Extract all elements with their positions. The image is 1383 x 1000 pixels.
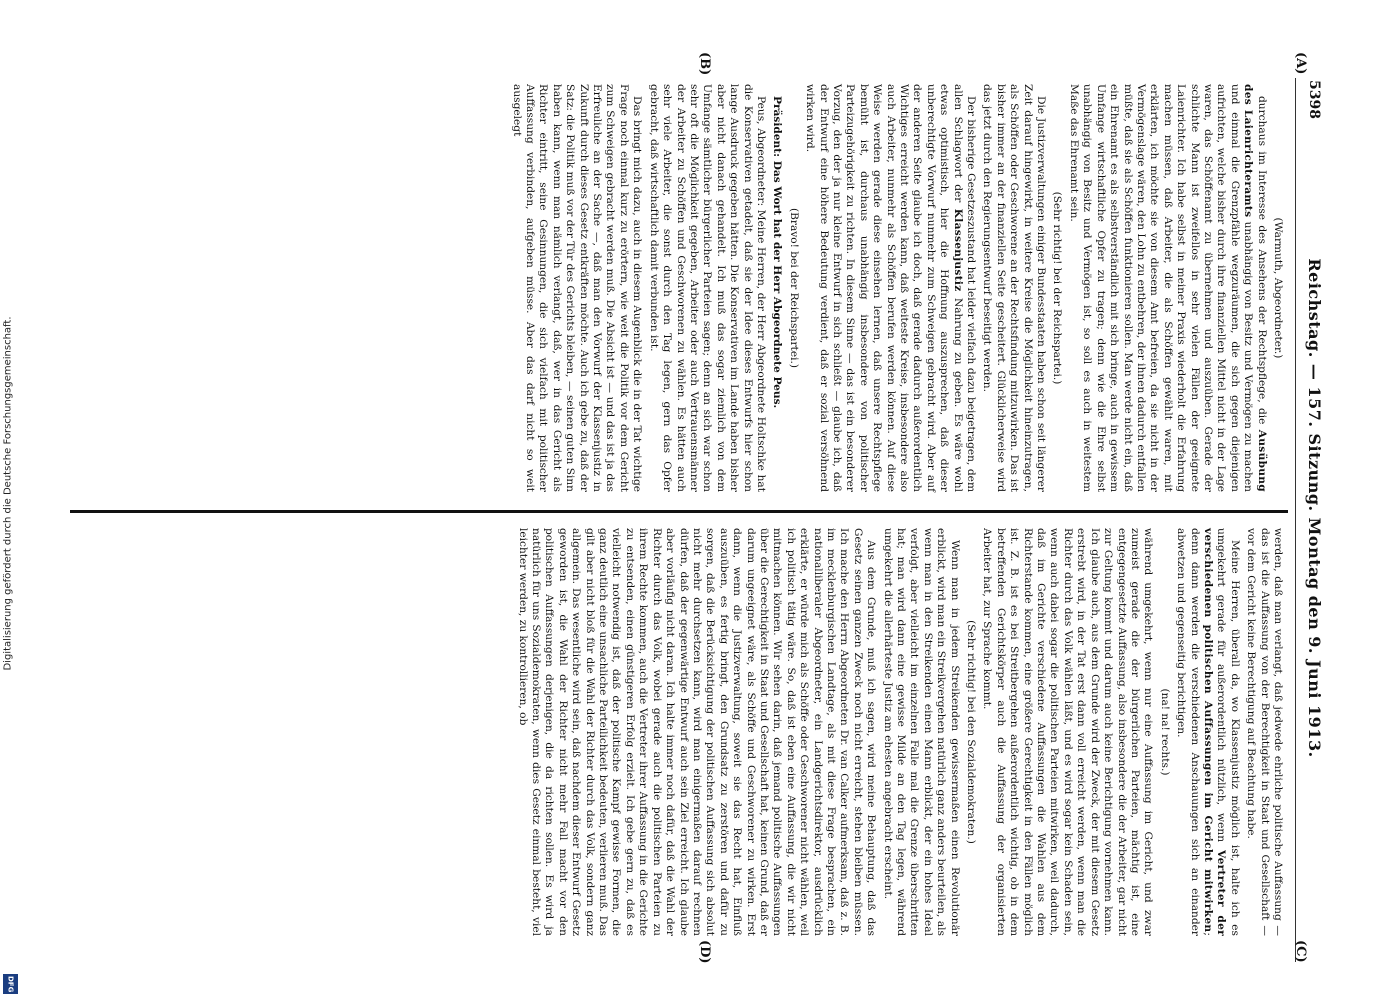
- paragraph: Die Justizverwaltungen einiger Bundesstaaten haben schon seit längerer Zeit darauf hingewirkt, in weitere Kreise die Möglichkeit hineinzutragen, als Schöffen oder Geschworene an der Rechtsfindung mitzuwirken. Das ist bisher immer an der finanziellen Seite gescheitert. Glücklicherweise wird das jetzt durch den Regierungsentwurf beseitigt werden.: [981, 84, 1048, 492]
- paragraph: Der bisherige Gesetzeszustand hat leider vielfach dazu beigetragen, dem allen Schlagwort der Klassenjustiz Nahrung zu geben. Es wäre wohl etwas optimistisch, hier die Hoffnung auszusprechen, daß dieser unberechtigte Vorwurf nunmehr zum Schweigen gebracht wird. Aber auf der anderen Seite glaube ich doch, daß gerade dadurch außerordentlich Wichtiges erreicht werden kann, daß weiteste Kreise, insbesondere also auch Arbeiter, nunmehr als Schöffen berufen werden können. Auf diese Weise werden gerade diese einsehen lernen, daß unsere Rechtspflege bemüht ist, durchaus unabhängig insbesondere von politischer Parteizugehörigkeit zu richten. In diesem Sinne — das ist ein besonderer Vorzug, den der ja nur kleine Entwurf in sich schließt — glaube ich, daß der Entwurf eine höhere Bedeutung verdient, daß er sozial versöhnend wirken wird.: [804, 84, 978, 492]
- credit-text: Digitalisierung gefördert durch die Deutsche Forschungsgemeinschaft.: [2, 316, 14, 671]
- scanned-sheet: [64, 48, 1328, 968]
- paragraph: durchaus im Interesse des Ansehens der Rechtspflege, die Ausübung des Laienrichteramts unabhängig von Besitz und Vermögen zu machen und einmal die Grenzpfähle wegzuräumen, die sich gegen diejenigen aufrichten, welche bisher durch ihre finanziellen Mittel nicht in der Lage waren, das Schöffenamt zu übernehmen und auszuüben. Gerade der schlichte Mann ist zweifellos in sehr vielen Fällen der geeignete Laienrichter. Ich habe selbst in meiner Praxis wiederholt die Erfahrung machen müssen, daß Arbeiter, die als Schöffen gewählt waren, mit erklärten, ich möchte sie von diesem Amt befreien, da sie nicht in der Vermögenslage wären, den Lohn zu entbehren, der ihnen dadurch entfallen müßte, daß sie als Schöffen funktionieren sollen. Man werde nicht ein, daß ein Ehrenamt es als selbstverständlich mit sich bringe, auch in gewissem Umfange wirtschaftliche Opfer zu tragen; denn wie die Ehre selbst unabhängig von Besitz und Vermögen ist, so soll es auch in weitestem Maße das Ehrenamt sein.: [1067, 84, 1268, 493]
- page-header: [1288, 48, 1328, 968]
- paragraph: werden, daß man verlangt, daß jedwede ehrliche politische Auffassung — das ist die Auffassung von der Berechtigkeit in Staat und Gesellschaft — vor dem Gericht keine Berechtigung auf Beachtung habe.: [1245, 528, 1284, 936]
- digitization-credit: [0, 0, 22, 1000]
- margin-marker-a: (A): [1293, 52, 1308, 75]
- page: [64, 48, 1328, 968]
- paragraph: Wenn man in jedem Streikenden gewissermaßen einen Revolutionär erblickt, wird man ein Streikvergehen natürlich ganz anders beurteilen, als wenn man in den Streikenden einen Mann erblickt, der ein hohes Ideal verfolgt, aber vielleicht im einzelnen Falle mal die Grenze überschritten hat; man wird dann eine gewisse Milde an den Tag legen, während umgekehrt die allerhärteste Justiz am ehesten angebracht erscheint.: [881, 528, 961, 936]
- speaker-heading: (Warmuth, Abgeordneter.): [1272, 217, 1284, 359]
- paragraph: Meine Herren, überall da, wo Klassenjustiz möglich ist, halte ich es umgekehrt gerade für außerordentlich nützlich, wenn Vertreter der verschiedenen politischen Auffassungen im Gericht mitwirken; denn dann werden die verschiedenen Anschauungen sich an einander abwetzen und gegenseitig berichtigen.: [1175, 528, 1241, 936]
- page-number: 5398: [1306, 80, 1322, 119]
- interjection: (na! na! rechts.): [1158, 688, 1171, 776]
- left-column: [506, 84, 1284, 492]
- interjection: (Sehr richtig! bei den Sozialdemokraten.): [965, 620, 978, 844]
- margin-marker-d: (D): [697, 940, 712, 964]
- column-divider: [70, 510, 1288, 513]
- paragraph: Aus dem Grunde, muß ich sagen, wird meine Behauptung, daß das Gesetz seinen ganzen Zweck noch nicht erreicht, stehen bleiben müssen. Ich mache den Herrn Abgeordneten Dr. van Calker aufmerksam, daß z. B. im mecklenburgischen Landtage, als mit diese Frage besprachen, ein nationalliberaler Abgeordneter, ein Landgerichtsdirektor, ausdrücklich erklärte, er würde mich als Schöffe oder Geschworener nicht wählen, weil ich politisch tätig wäre. So, daß ist eben eine Auffassung, die wir nicht mitmachen können. Wir sehen darin, daß jemand politische Auffassungen über die Gerechtigkeit in Staat und Gesellschaft hat, keinen Grund, daß er darum ungeeignet wäre, als Schöffe und Geschworener zu wirken. Erst dann, wenn die Justizverwaltung, soweit sie das Recht hat, Einfluß auszuüben, es fertig bringt, den Grundsatz zu zerstören und dafür zu sorgen, daß die Berücksichtigung der politischen Auffassung sich absolut nicht mehr durchsetzen kann, wird man einigermaßen darauf rechnen dürfen, daß der gegenwärtige Entwurf auch sein Ziel erreicht. Ich glaube aber vorläufig nicht daran. Ich halte immer noch dafür, daß die Wahl der Richter durch das Volk, wobei gerade auch die politischen Parteien zu ihrem Rechte kommen, auch die Vertreter ihrer Auffassung in die Gerichte zu entsenden, einen günstigeren Erfolg erzielt. Ich gebe gern zu, daß es vielleicht notwendig ist, daß der politische Kampf gewisse Formen, die ganz deutlich eine unsachliche Parteilichkeit bedeuten, verlieren muß. Das gilt aber nicht bloß für die Wahl der Richter durch das Volk, sondern ganz allgemein. Das wesentliche wird sein, daß nachdem dieser Entwurf Gesetz geworden ist, die Wahl der Richter nicht mehr Fall macht vor den politischen Auffassungen derjenigen, die da richten sollen. Es wird ja natürlich für uns Sozialdemokraten, wenn dies Gesetz einmal besteht, viel leichter werden, zu kontrollieren, ob: [516, 528, 878, 936]
- header-rule: [1295, 78, 1296, 962]
- margin-marker-c: (C): [1293, 940, 1308, 963]
- emphasis: Vertreter der verschiedenen politischen Auffassungen im Gericht mitwirken: [1201, 528, 1228, 936]
- emphasis: Klassenjustiz: [951, 208, 964, 292]
- interjection: (Sehr richtig! bei der Reichspartei.): [1051, 191, 1064, 385]
- right-column: [512, 528, 1284, 936]
- interjection: (Bravo! bei der Reichspartei.): [787, 208, 800, 368]
- margin-marker-b: (B): [697, 52, 712, 76]
- dfg-logo: DFG: [3, 974, 18, 994]
- emphasis: Ausübung des Laienrichteramts: [1242, 84, 1268, 492]
- paragraph: Das bringt mich dazu, auch in diesem Augenblick die in der Tat wichtige Frage noch einmal kurz zu erörtern, wie weit die Politik vor dem Gericht zum Schweigen gebracht werden muß. Die Absicht ist — und das ist ja das Erfreuliche an der Sache —, daß man den Vorwurf der Klassenjustiz in Zukunft durch dieses Gesetz entkräften möchte. Auch ich gebe zu, daß der Satz: die Politik muß vor der Tür des Gerichts bleiben, — seinen guten Sinn haben kann, wenn man nämlich verlangt, daß, wer in das Gericht als Richter eintritt, seine Gesinnungen, die sich vielfach mit politischer Auffassung verbinden, aufgeben müsse. Aber das darf nicht so weit ausgelegt: [510, 84, 644, 492]
- president-statement: Präsident: Das Wort hat der Herr Abgeordnete Peus.: [771, 96, 784, 409]
- paragraph: Peus, Abgeordneter: Meine Herren, der Herr Abgeordnete Holtschke hat die Konservativen getadelt, daß sie der Idee dieses Entwurfs hier schon lange Ausdruck gegeben hätten. Die Konservativen im Lande haben bisher aber nicht danach gehandelt. Ich muß das sogar ziemlich von dem Umfange sämtlicher bürgerlicher Parteien sagen; denn an sich war schon sehr oft die Möglichkeit gegeben, Arbeiter oder auch Vertrauensmänner der Arbeiter zu Schöffen und Geschworenen zu wählen. Es hätten auch sehr viele Arbeiter, die sonst durch den Tag legen, gern das Opfer gebracht, daß wirtschaftlich damit verbunden ist.: [647, 84, 767, 492]
- running-title: Reichstag. — 157. Sitzung. Montag den 9. Juni 1913.: [1305, 258, 1324, 758]
- paragraph: während umgekehrt, wenn nur eine Auffassung im Gericht, und zwar zumeist gerade die der bürgerlichen Parteien, mächtig ist, eine entgegengesetzte Auffassung, also insbesondere die der Arbeiter, gar nicht zur Geltung kommt und darum auch keine Berichtigung vornehmen kann. Ich glaube auch, aus dem Grunde wird der Zweck, der mit diesem Gesetz erstrebt wird, in der Tat erst dann voll erreicht werden, wenn man die Richter durch das Volk wählen läßt, und es wird sogar kein Schaden sein, wenn auch dabei sogar die politischen Parteien mitwirken, weil dadurch, daß im Gerichte verschiedene Auffassungen die Wahlen aus dem Richterstande kommen, eine größere Gerechtigkeit in den Fällen möglich ist. Z. B. ist es bei Streitbergehen außerordentlich wichtig, ob in dem betreffenden Gerichtskörper auch die Auffassung der organisierten Arbeiter hat, zur Sprache kommt.: [981, 528, 1155, 936]
